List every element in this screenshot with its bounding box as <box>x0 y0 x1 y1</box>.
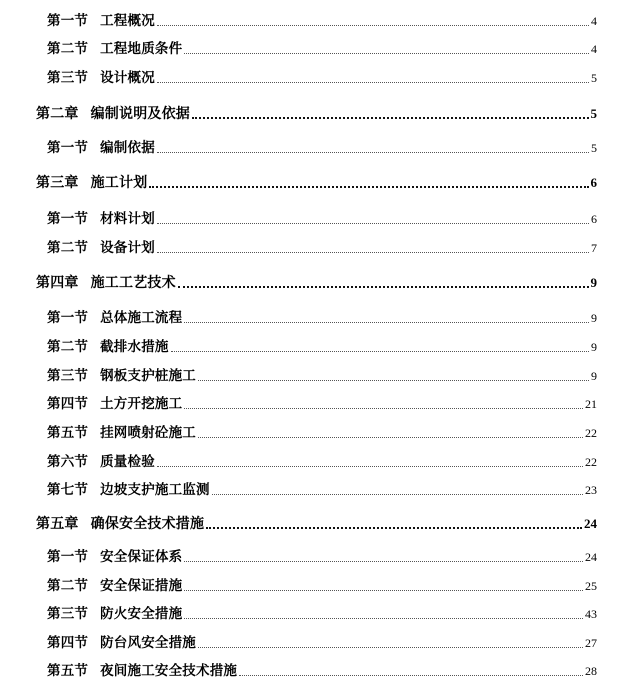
toc-section-entry[interactable] <box>47 603 597 623</box>
dot-leader <box>206 527 582 529</box>
toc-entry-text: 确保安全技术措施 <box>90 516 205 532</box>
toc-page-number: 27 <box>585 636 597 650</box>
toc-entry-text: 编制说明及依据 <box>90 106 191 122</box>
toc-section-entry[interactable] <box>47 660 597 680</box>
toc-entry-title <box>47 368 196 385</box>
toc-entry-title <box>47 606 182 623</box>
toc-chapter-entry[interactable] <box>36 272 597 292</box>
toc-entry-title <box>47 240 155 257</box>
toc-entry-text: 质量检验 <box>100 454 155 470</box>
toc-page-number: 6 <box>590 175 597 190</box>
toc-entry-title <box>47 396 182 413</box>
toc-section-entry[interactable] <box>47 422 597 442</box>
dot-leader <box>157 252 589 253</box>
toc-entry-number: 第五节 <box>47 663 89 679</box>
toc-section-entry[interactable] <box>47 336 597 356</box>
toc-entry-title <box>47 635 196 652</box>
toc-page-number: 4 <box>591 42 597 56</box>
toc-entry-text: 材料计划 <box>100 211 155 227</box>
dot-leader <box>184 322 589 323</box>
dot-leader <box>198 380 589 381</box>
dot-leader <box>157 152 589 153</box>
toc-page-number: 24 <box>584 516 597 531</box>
toc-entry-title <box>47 454 155 471</box>
toc-page-number: 43 <box>585 607 597 621</box>
toc-page-number: 4 <box>591 14 597 28</box>
toc-entry-title <box>47 310 182 327</box>
toc-chapter-entry[interactable] <box>36 513 597 533</box>
toc-section-entry[interactable] <box>47 137 597 157</box>
dot-leader <box>184 618 583 619</box>
dot-leader <box>157 223 589 224</box>
toc-entry-title <box>47 549 182 566</box>
toc-entry-text: 编制依据 <box>100 140 155 156</box>
toc-entry-number: 第一节 <box>47 310 89 326</box>
toc-entry-title <box>47 211 155 228</box>
toc-page-number: 22 <box>585 426 597 440</box>
toc-chapter-entry[interactable] <box>36 103 597 123</box>
toc-entry-number: 第二章 <box>36 106 79 122</box>
toc-entry-text: 防台风安全措施 <box>100 635 197 651</box>
toc-entry-text: 土方开挖施工 <box>100 396 183 412</box>
toc-section-entry[interactable] <box>47 307 597 327</box>
toc-entry-number: 第四章 <box>36 275 79 291</box>
toc-section-entry[interactable] <box>47 575 597 595</box>
toc-section-entry[interactable] <box>47 67 597 87</box>
dot-leader <box>212 494 583 495</box>
toc-entry-text: 总体施工流程 <box>100 310 183 326</box>
toc-page-number: 7 <box>591 241 597 255</box>
toc-entry-number: 第五节 <box>47 425 89 441</box>
toc-entry-number: 第三章 <box>36 175 79 191</box>
toc-page-number: 22 <box>585 455 597 469</box>
toc-entry-number: 第一节 <box>47 211 89 227</box>
toc-page-number: 9 <box>591 311 597 325</box>
toc-entry-text: 截排水措施 <box>100 339 169 355</box>
toc-page-number: 5 <box>591 141 597 155</box>
dot-leader <box>198 647 583 648</box>
toc-entry-title <box>36 516 204 533</box>
toc-page-number: 28 <box>585 664 597 678</box>
dot-leader <box>184 561 583 562</box>
toc-section-entry[interactable] <box>47 479 597 499</box>
toc-entry-title <box>47 425 196 442</box>
dot-leader <box>171 351 589 352</box>
toc-entry-number: 第二节 <box>47 240 89 256</box>
dot-leader <box>239 675 583 676</box>
toc-section-entry[interactable] <box>47 208 597 228</box>
toc-entry-number: 第三节 <box>47 606 89 622</box>
toc-entry-title <box>36 275 176 292</box>
toc-entry-title <box>47 339 169 356</box>
toc-entry-text: 边坡支护施工监测 <box>100 482 210 498</box>
toc-entry-number: 第三节 <box>47 70 89 86</box>
dot-leader <box>157 82 589 83</box>
toc-entry-title <box>47 482 210 499</box>
toc-entry-text: 安全保证措施 <box>100 578 183 594</box>
toc-page-number: 25 <box>585 579 597 593</box>
dot-leader <box>184 53 589 54</box>
toc-entry-number: 第二节 <box>47 339 89 355</box>
toc-section-entry[interactable] <box>47 237 597 257</box>
dot-leader <box>198 437 583 438</box>
toc-entry-title <box>47 70 155 87</box>
toc-entry-text: 设计概况 <box>100 70 155 86</box>
toc-entry-number: 第一节 <box>47 140 89 156</box>
toc-page-number: 5 <box>591 71 597 85</box>
dot-leader <box>192 117 588 119</box>
toc-entry-number: 第六节 <box>47 454 89 470</box>
toc-section-entry[interactable] <box>47 393 597 413</box>
toc-page-number: 6 <box>591 212 597 226</box>
toc-section-entry[interactable] <box>47 38 597 58</box>
toc-entry-text: 工程地质条件 <box>100 41 183 57</box>
dot-leader <box>178 286 589 288</box>
toc-entry-text: 防火安全措施 <box>100 606 183 622</box>
dot-leader <box>157 466 583 467</box>
toc-entry-number: 第四节 <box>47 635 89 651</box>
toc-entry-text: 工程概况 <box>100 13 155 29</box>
toc-page-number: 9 <box>591 369 597 383</box>
toc-entry-title <box>47 140 155 157</box>
toc-entry-number: 第三节 <box>47 368 89 384</box>
toc-section-entry[interactable] <box>47 632 597 652</box>
toc-page-number: 5 <box>590 106 597 121</box>
dot-leader <box>149 186 588 188</box>
toc-section-entry[interactable] <box>47 546 597 566</box>
toc-entry-text: 设备计划 <box>100 240 155 256</box>
dot-leader <box>157 25 589 26</box>
toc-entry-text: 钢板支护桩施工 <box>100 368 197 384</box>
toc-page-number: 9 <box>590 275 597 290</box>
toc-entry-number: 第一节 <box>47 549 89 565</box>
toc-entry-text: 挂网喷射砼施工 <box>100 425 197 441</box>
toc-entry-title <box>47 663 237 680</box>
toc-page-number: 23 <box>585 483 597 497</box>
toc-entry-number: 第二节 <box>47 41 89 57</box>
toc-entry-title <box>36 175 147 192</box>
toc-entry-number: 第一节 <box>47 13 89 29</box>
toc-page-number: 9 <box>591 340 597 354</box>
toc-entry-text: 施工工艺技术 <box>90 275 176 291</box>
toc-chapter-entry[interactable] <box>36 172 597 192</box>
toc-section-entry[interactable] <box>47 10 597 30</box>
toc-page-number: 24 <box>585 550 597 564</box>
toc-entry-number: 第四节 <box>47 396 89 412</box>
toc-entry-title <box>47 578 182 595</box>
toc-entry-text: 施工计划 <box>90 175 148 191</box>
toc-entry-number: 第五章 <box>36 516 79 532</box>
toc-section-entry[interactable] <box>47 365 597 385</box>
toc-entry-title <box>47 41 182 58</box>
dot-leader <box>184 590 583 591</box>
toc-entry-number: 第七节 <box>47 482 89 498</box>
toc-page-number: 21 <box>585 397 597 411</box>
toc-entry-text: 夜间施工安全技术措施 <box>100 663 238 679</box>
toc-entry-text: 安全保证体系 <box>100 549 183 565</box>
toc-section-entry[interactable] <box>47 451 597 471</box>
toc-entry-title <box>36 106 190 123</box>
toc-entry-title <box>47 13 155 30</box>
toc-entry-number: 第二节 <box>47 578 89 594</box>
dot-leader <box>184 408 583 409</box>
